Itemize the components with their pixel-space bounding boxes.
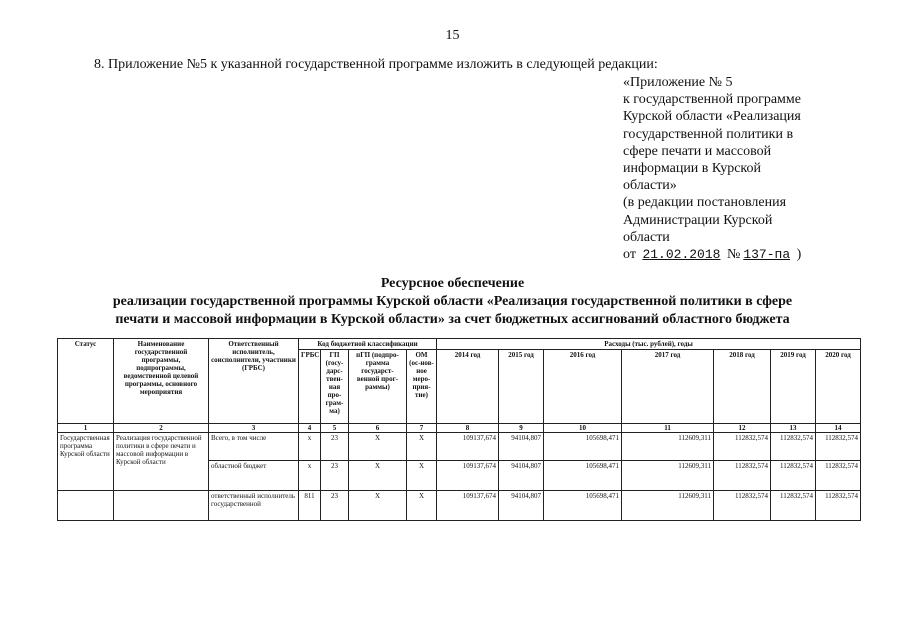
column-number: 2: [114, 424, 209, 433]
value-cell: 105698,471: [544, 433, 622, 461]
header-year: 2018 год: [714, 350, 771, 424]
column-number: 14: [816, 424, 861, 433]
header-gp: ГП (госу-дарс-твен-ная про-грам-ма): [321, 350, 349, 424]
column-number: 4: [299, 424, 321, 433]
appendix-line: государственной политики в: [623, 126, 794, 142]
title-line-2: реализации государственной программы Курской области «Реализация государственной политики в сфере: [112, 294, 793, 309]
column-number: 13: [771, 424, 816, 433]
column-number: 3: [209, 424, 299, 433]
om-cell: Х: [407, 461, 437, 491]
appendix-line: Курской области «Реализация: [623, 109, 801, 125]
value-cell: 112832,574: [771, 461, 816, 491]
header-year: 2020 год: [816, 350, 861, 424]
number-prefix: №: [726, 247, 741, 263]
column-number: 7: [407, 424, 437, 433]
header-budget-code: Код бюджетной классификации: [299, 339, 437, 350]
header-status: Статус: [58, 339, 114, 424]
value-cell: 112832,574: [816, 491, 861, 521]
value-cell: 112832,574: [771, 491, 816, 521]
column-number: 1: [58, 424, 114, 433]
value-cell: 109137,674: [437, 461, 499, 491]
gp-cell: 23: [321, 461, 349, 491]
value-cell: 112609,311: [622, 461, 714, 491]
resolution-number: 137-па: [743, 247, 791, 263]
date-suffix: ): [796, 247, 802, 263]
intro-paragraph: 8. Приложение №5 к указанной государственной программе изложить в следующей редакции:: [94, 57, 658, 72]
value-cell: 94104,807: [499, 491, 544, 521]
column-number-row: [58, 424, 861, 433]
header-name: Наименование государственной программы, подпрограммы, ведомственной целевой программы, основного мероприятия: [114, 339, 209, 424]
column-number: 10: [544, 424, 622, 433]
appendix-line: (в редакции постановления: [623, 195, 787, 211]
status-cell-empty: [58, 491, 114, 521]
column-number: 11: [622, 424, 714, 433]
header-expenses: Расходы (тыс. рублей), годы: [437, 339, 861, 350]
header-row-1: [58, 339, 861, 350]
header-year: 2019 год: [771, 350, 816, 424]
header-executor: Ответственный исполнитель, соисполнители, участники (ГРБС): [209, 339, 299, 424]
value-cell: 112832,574: [816, 461, 861, 491]
grbs-cell: х: [299, 461, 321, 491]
appendix-line: области»: [623, 178, 677, 194]
resolution-date: 21.02.2018: [642, 247, 721, 263]
executor-cell: ответственный исполнитель государственной: [209, 491, 299, 521]
appendix-line: «Приложение № 5: [623, 75, 733, 90]
appendix-line: к государственной программе: [623, 92, 801, 108]
pgp-cell: Х: [349, 433, 407, 461]
value-cell: 112832,574: [714, 491, 771, 521]
grbs-cell: х: [299, 433, 321, 461]
value-cell: 112832,574: [816, 433, 861, 461]
program-name-cell-empty: [114, 491, 209, 521]
value-cell: 105698,471: [544, 461, 622, 491]
appendix-block: [623, 74, 863, 263]
value-cell: 94104,807: [499, 461, 544, 491]
value-cell: 112832,574: [714, 433, 771, 461]
title-line-1: Ресурсное обеспечение: [380, 276, 525, 291]
executor-cell: областной бюджет: [209, 461, 299, 491]
value-cell: 109137,674: [437, 433, 499, 461]
header-pgp: пГП (подпро-грамма государст-венной прог-раммы): [349, 350, 407, 424]
om-cell: Х: [407, 433, 437, 461]
table-row: [58, 433, 861, 461]
page-number: 15: [445, 28, 460, 43]
appendix-line: сфере печати и массовой: [623, 143, 772, 159]
header-year: 2016 год: [544, 350, 622, 424]
executor-cell: Всего, в том числе: [209, 433, 299, 461]
column-number: 9: [499, 424, 544, 433]
value-cell: 109137,674: [437, 491, 499, 521]
gp-cell: 23: [321, 491, 349, 521]
column-number: 12: [714, 424, 771, 433]
value-cell: 94104,807: [499, 433, 544, 461]
appendix-line: Администрации Курской: [623, 212, 773, 228]
date-prefix: от: [623, 247, 636, 263]
pgp-cell: Х: [349, 491, 407, 521]
gp-cell: 23: [321, 433, 349, 461]
column-number: 6: [349, 424, 407, 433]
header-grbs: ГРБС: [299, 350, 321, 424]
grbs-cell: 811: [299, 491, 321, 521]
header-year: 2017 год: [622, 350, 714, 424]
table-row: [58, 491, 861, 521]
date-line: [623, 246, 863, 263]
appendix-line: информации в Курской: [623, 161, 761, 177]
program-name-cell: Реализация государственной политики в сфере печати и массовой информации в Курской области: [114, 433, 209, 491]
value-cell: 112832,574: [771, 433, 816, 461]
header-year: 2014 год: [437, 350, 499, 424]
resource-table: [57, 338, 861, 521]
appendix-line: области: [623, 229, 670, 245]
value-cell: 112832,574: [714, 461, 771, 491]
header-year: 2015 год: [499, 350, 544, 424]
title-line-3: печати и массовой информации в Курской области» за счет бюджетных ассигнований областного бюджета: [115, 312, 790, 327]
pgp-cell: Х: [349, 461, 407, 491]
header-om: ОМ (ос-нов-ное меро-прия-тие): [407, 350, 437, 424]
value-cell: 105698,471: [544, 491, 622, 521]
om-cell: Х: [407, 491, 437, 521]
status-cell: Государственная программа Курской области: [58, 433, 114, 491]
column-number: 8: [437, 424, 499, 433]
value-cell: 112609,311: [622, 433, 714, 461]
column-number: 5: [321, 424, 349, 433]
value-cell: 112609,311: [622, 491, 714, 521]
